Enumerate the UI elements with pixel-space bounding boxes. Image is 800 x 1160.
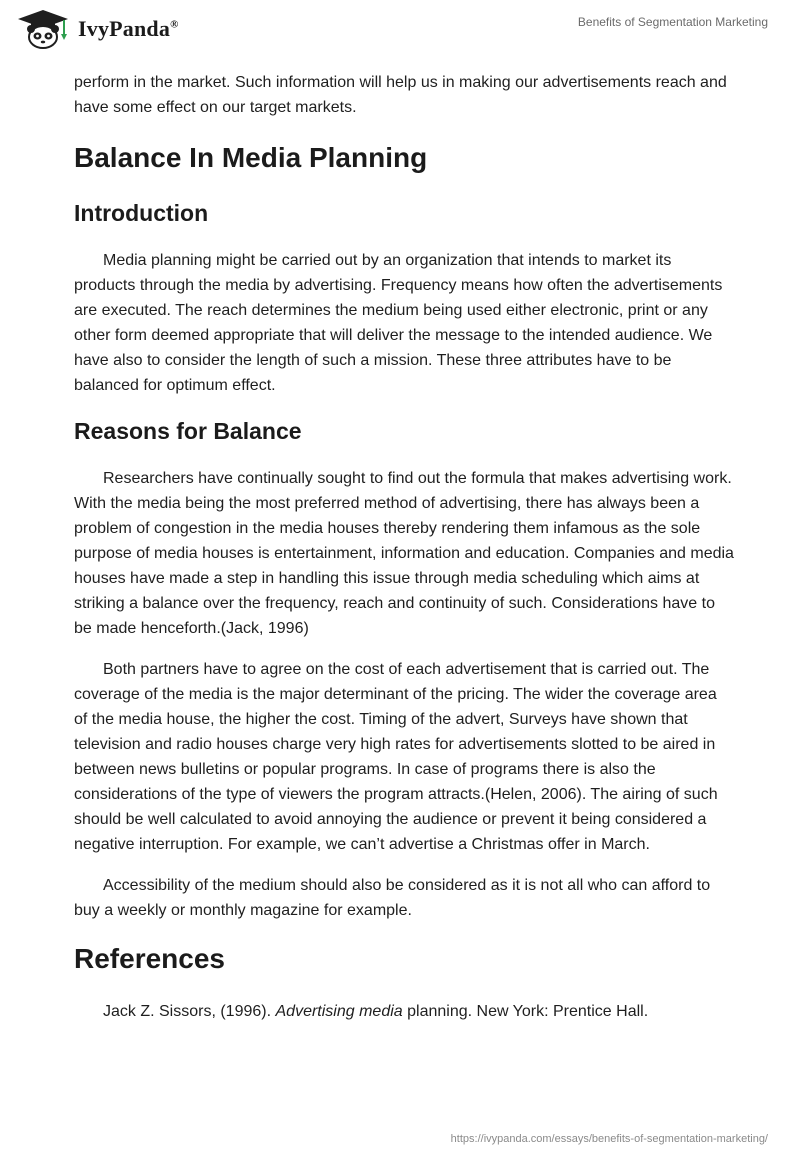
introduction-paragraph: Media planning might be carried out by an organization that intends to market its products through the media by advertising. Frequency means how often the advertisements are executed. The reach determines the medium being used either electronic, print or any other form deemed appropriate that will deliver the message to the intended audience. We have also to consider the length of such a mission. These three attributes have to be balanced for optimum effect. [74, 252, 723, 394]
ivypanda-logo[interactable] [14, 8, 179, 50]
reference-entry: Jack Z. Sissors, (1996). Advertising media planning. New York: Prentice Hall. [103, 1003, 649, 1020]
source-url-link[interactable]: https://ivypanda.com/essays/benefits-of-segmentation-marketing/ [450, 1133, 768, 1145]
document-title: Benefits of Segmentation Marketing [577, 15, 768, 29]
reasons-paragraph-1: Researchers have continually sought to find out the formula that makes advertising work. With the media being the most preferred method of advertising, there has always been a problem of congestion in the media houses thereby rendering them infamous as the sole purpose of media houses is entertainment, information and education. Companies and media houses have made a step in handling this issue through media scheduling which aims at striking a balance over the frequency, reach and continuity of such. Considerations have to be made henceforth.(Jack, 1996) [74, 470, 734, 637]
page-header [0, 0, 800, 60]
reasons-paragraph-3: Accessibility of the medium should also be considered as it is not all who can afford to buy a weekly or monthly magazine for example. [74, 877, 711, 919]
continued-paragraph: perform in the market. Such information will help us in making our advertisements reach and have some effect on our target markets. [74, 74, 727, 116]
essay-body [74, 70, 734, 1024]
section-title: Balance In Media Planning [74, 142, 428, 173]
references-heading: References [74, 943, 225, 974]
reasons-heading: Reasons for Balance [74, 418, 302, 444]
reasons-paragraph-2: Both partners have to agree on the cost of each advertisement that is carried out. The coverage of the media is the major determinant of the pricing. The wider the coverage area of the media house, the higher the cost. Timing of the advert, Surveys have shown that television and radio houses charge very high rates for advertisements slotted to be aired in between news bulletins or popular programs. In case of programs there is also the considerations of the type of viewers the program attracts.(Helen, 2006). The airing of such should be well calculated to avoid annoying the audience or prevent it being considered a negative interruption. For example, we can’t advertise a Christmas offer in March. [74, 661, 718, 853]
panda-graduation-cap-icon [14, 8, 72, 50]
introduction-heading: Introduction [74, 200, 209, 226]
brand-name: IvyPanda® [78, 16, 179, 41]
